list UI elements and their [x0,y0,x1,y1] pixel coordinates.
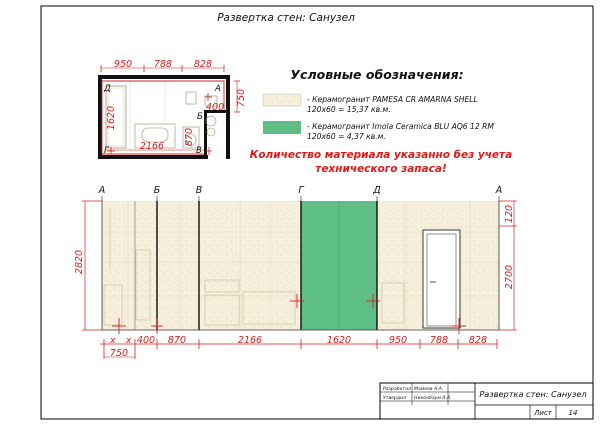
elev-x-mark-2: x [126,336,132,346]
elev-dim-1620: 1620 [326,335,352,346]
elev-dim-828: 828 [468,335,488,346]
elev-dim-2820: 2820 [74,249,85,275]
plan-corner-d: Д [104,84,111,94]
plan-dim-870: 870 [184,127,195,147]
elev-dim-750: 750 [109,348,129,359]
legend-item-1-line2: 120x60 = 15,37 кв.м. [307,105,391,114]
legend-warning-line1: Количество материала указанно без учета [249,149,513,161]
plan-dim-788: 788 [153,59,173,70]
plan-corner-v: В [196,146,202,156]
plan-dim-950: 950 [113,59,133,70]
elev-marker-g: Г [298,185,304,196]
legend-warning-line2: технического запаса! [315,163,447,175]
legend-item-1-line1: - Керамогранит PAMESA CR AMARNA SHELL [307,95,478,104]
elev-dim-120: 120 [504,204,515,224]
door [423,230,460,328]
plan-corner-a: А [215,84,221,94]
bathroom-plan [98,59,247,159]
plan-dim-750: 750 [236,88,247,108]
tb-developed-label: Разработал [383,387,411,392]
legend [250,67,512,175]
elev-dim-400: 400 [136,335,156,346]
elev-dim-788: 788 [429,335,449,346]
legend-swatch-beige [263,94,301,106]
elev-marker-d: Д [373,185,381,196]
tb-approved-label: Утвердил [383,396,407,401]
tb-approved-name: Никонбаум А.А. [414,396,452,401]
plan-dim-400: 400 [205,102,225,113]
elev-marker-a1: А [98,185,106,196]
plan-dim-828: 828 [193,59,213,70]
sheet-title: Развертка стен: Санузел [217,12,355,24]
legend-item-2-line2: 120x60 = 4,37 кв.м. [307,132,386,141]
elev-marker-a2: А [495,185,503,196]
plan-dim-1620: 1620 [106,105,117,131]
tb-sheet-number: 14 [568,409,578,417]
legend-item-2-line1: - Керамогранит Imola Ceramica BLU AQ6 12 RM [307,122,494,131]
legend-title: Условные обозначения: [290,67,464,82]
tb-sheet-label: Лист [534,409,552,417]
elev-x-mark-1: x [110,336,116,346]
elev-dim-950: 950 [388,335,408,346]
wall-elevation [74,185,517,359]
plan-dim-2166: 2166 [139,141,165,152]
tb-developed-name: Мамеев А.А. [414,387,444,392]
plan-corner-b: Б [197,112,203,122]
elev-dim-2700: 2700 [504,264,515,290]
plan-corner-g: Г [104,146,109,156]
legend-swatch-green [263,121,301,134]
tb-title: Развертка стен: Санузел [479,389,587,399]
elev-marker-v: В [195,185,203,196]
elev-dim-870: 870 [167,335,187,346]
elev-marker-b: Б [153,185,161,196]
elev-dim-2166: 2166 [237,335,263,346]
